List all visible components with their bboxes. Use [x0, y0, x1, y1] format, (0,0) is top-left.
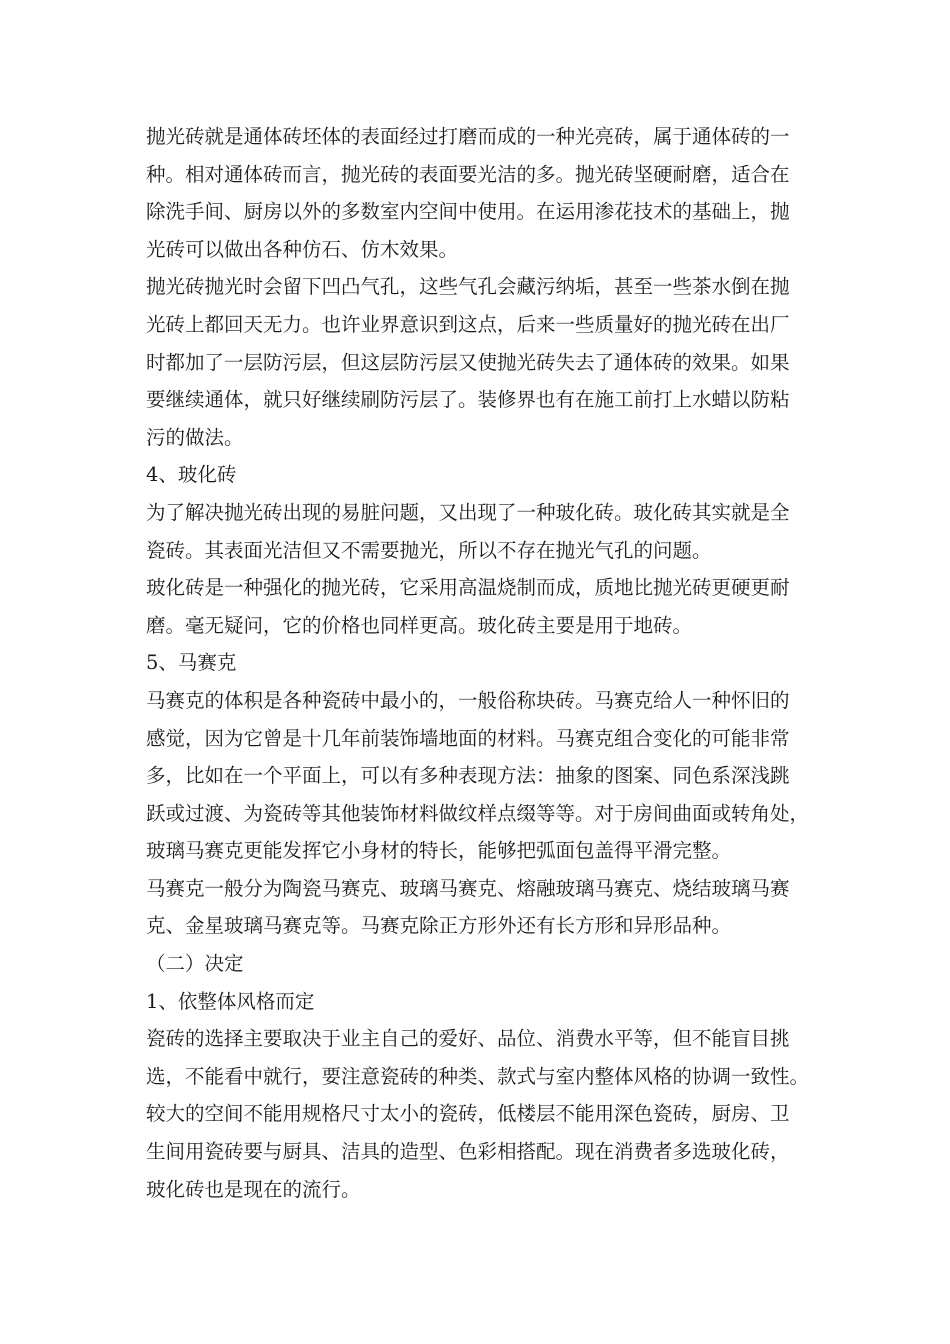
text-line: 马赛克一般分为陶瓷马赛克、玻璃马赛克、熔融玻璃马赛克、烧结玻璃马赛 [146, 876, 790, 900]
text-line: 生间用瓷砖要与厨具、洁具的造型、色彩相搭配。现在消费者多选玻化砖， [146, 1140, 790, 1164]
text-line: 玻璃马赛克更能发挥它小身材的特长，能够把弧面包盖得平滑完整。 [146, 839, 732, 863]
text-line: 选，不能看中就行，要注意瓷砖的种类、款式与室内整体风格的协调一致性。 [146, 1064, 810, 1088]
text-line: 为了解决抛光砖出现的易脏问题，又出现了一种玻化砖。玻化砖其实就是全 [146, 500, 790, 524]
text-line: 光砖可以做出各种仿石、仿木效果。 [146, 237, 459, 261]
text-line: 较大的空间不能用规格尺寸太小的瓷砖，低楼层不能用深色瓷砖，厨房、卫 [146, 1102, 790, 1126]
paragraph-overall-style [146, 1020, 810, 1208]
text-line: 马赛克的体积是各种瓷砖中最小的，一般俗称块砖。马赛克给人一种怀旧的 [146, 688, 790, 712]
text-line: 除洗手间、厨房以外的多数室内空间中使用。在运用渗花技术的基础上，抛 [146, 200, 790, 224]
heading-decision [146, 945, 810, 983]
text-line: 多，比如在一个平面上，可以有多种表现方法：抽象的图案、同色系深浅跳 [146, 764, 790, 788]
text-line: 玻化砖是一种强化的抛光砖，它采用高温烧制而成，质地比抛光砖更硬更耐 [146, 576, 790, 600]
text-line: 时都加了一层防污层，但这层防污层又使抛光砖失去了通体砖的效果。如果 [146, 350, 790, 374]
heading-mosaic [146, 644, 810, 682]
text-line: 污的做法。 [146, 425, 244, 449]
text-line: 玻化砖也是现在的流行。 [146, 1177, 361, 1201]
text-line: 磨。毫无疑问，它的价格也同样更高。玻化砖主要是用于地砖。 [146, 613, 693, 637]
text-line: 克、金星玻璃马赛克等。马赛克除正方形外还有长方形和异形品种。 [146, 914, 732, 938]
text-line: 要继续通体，就只好继续刷防污层了。装修界也有在施工前打上水蜡以防粘 [146, 388, 790, 412]
section-heading: 4、玻化砖 [146, 463, 237, 487]
heading-vitrified-tile [146, 456, 810, 494]
paragraph-vitrified-tile-intro [146, 494, 810, 569]
document-body [146, 118, 810, 1208]
text-line: 瓷砖的选择主要取决于业主自己的爱好、品位、消费水平等，但不能盲目挑 [146, 1027, 790, 1051]
text-line: 光砖上都回天无力。也许业界意识到这点，后来一些质量好的抛光砖在出厂 [146, 312, 790, 336]
paragraph-mosaic-types [146, 870, 810, 945]
text-line: 跃或过渡、为瓷砖等其他装饰材料做纹样点缀等等。对于房间曲面或转角处， [146, 801, 810, 825]
section-heading: （二）决定 [146, 952, 244, 976]
section-heading: 5、马赛克 [146, 651, 237, 675]
text-line: 感觉，因为它曾是十几年前装饰墙地面的材料。马赛克组合变化的可能非常 [146, 726, 790, 750]
paragraph-vitrified-tile-properties [146, 569, 810, 644]
section-heading: 1、依整体风格而定 [146, 989, 315, 1013]
heading-overall-style [146, 983, 810, 1021]
text-line: 种。相对通体砖而言，抛光砖的表面要光洁的多。抛光砖坚硬耐磨，适合在 [146, 162, 790, 186]
text-line: 瓷砖。其表面光洁但又不需要抛光，所以不存在抛光气孔的问题。 [146, 538, 712, 562]
paragraph-mosaic-intro [146, 682, 810, 870]
paragraph-polished-tile-pores [146, 268, 810, 456]
text-line: 抛光砖抛光时会留下凹凸气孔，这些气孔会藏污纳垢，甚至一些茶水倒在抛 [146, 275, 790, 299]
paragraph-polished-tile-definition [146, 118, 810, 268]
text-line: 抛光砖就是通体砖坯体的表面经过打磨而成的一种光亮砖，属于通体砖的一 [146, 125, 790, 148]
